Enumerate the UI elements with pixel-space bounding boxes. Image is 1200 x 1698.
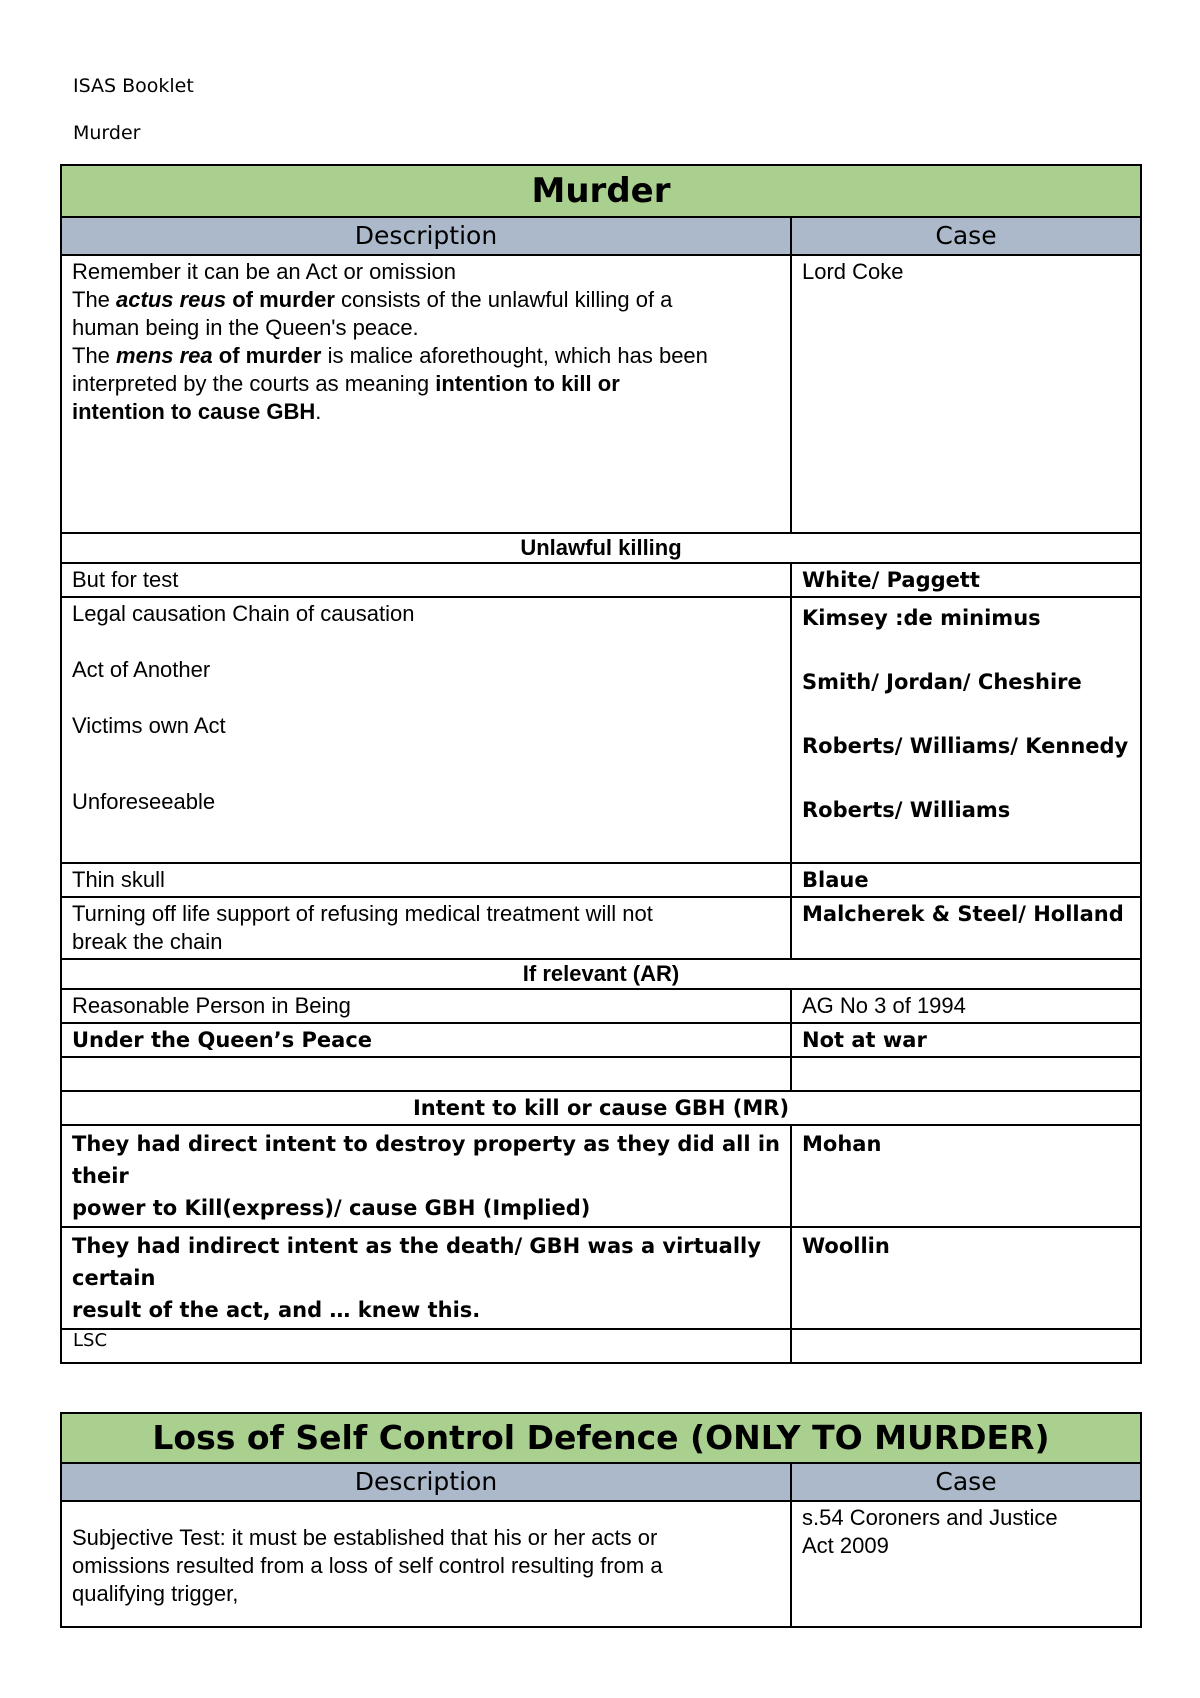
life-support-case: Malcherek & Steel/ Holland bbox=[791, 897, 1141, 959]
table-row bbox=[61, 897, 1141, 959]
lsc-title-row bbox=[61, 1413, 1141, 1463]
table-row bbox=[61, 863, 1141, 897]
intro-line: interpreted by the courts as meaning intention to kill or bbox=[72, 371, 620, 396]
direct-intent-description: They had direct intent to destroy property as they did all in their power to Kill(express)/ cause GBH (Implied) bbox=[61, 1125, 791, 1227]
indirect-intent-case: Woollin bbox=[791, 1227, 1141, 1329]
intro-line: Remember it can be an Act or omission bbox=[72, 259, 456, 284]
empty-cell bbox=[61, 1057, 791, 1091]
intro-line: human being in the Queen's peace. bbox=[72, 315, 419, 340]
queens-peace-description: Under the Queen’s Peace bbox=[61, 1023, 791, 1057]
table-row-intro bbox=[61, 255, 1141, 533]
section-row-intent bbox=[61, 1091, 1141, 1125]
thin-skull-case: Blaue bbox=[791, 863, 1141, 897]
column-header-case: Case bbox=[791, 217, 1141, 255]
intro-case: Lord Coke bbox=[791, 255, 1141, 533]
section-heading-intent: Intent to kill or cause GBH (MR) bbox=[61, 1091, 1141, 1125]
murder-title-row bbox=[61, 165, 1141, 217]
section-row-if-relevant bbox=[61, 959, 1141, 989]
subjective-test-case: s.54 Coroners and Justice Act 2009 bbox=[791, 1501, 1141, 1627]
column-header-description: Description bbox=[61, 1463, 791, 1501]
table-row bbox=[61, 1125, 1141, 1227]
lsc-table bbox=[60, 1412, 1142, 1628]
empty-cell bbox=[61, 1329, 791, 1363]
intro-line: intention to cause GBH. bbox=[72, 399, 322, 424]
murder-table bbox=[60, 164, 1142, 1364]
table-row-causation bbox=[61, 597, 1141, 863]
murder-table-title: Murder bbox=[61, 165, 1141, 217]
intro-line: The mens rea of murder is malice aforethought, which has been bbox=[72, 343, 708, 368]
section-row-unlawful-killing bbox=[61, 533, 1141, 563]
lsc-header-row bbox=[61, 1463, 1141, 1501]
intro-line: The actus reus of murder consists of the unlawful killing of a bbox=[72, 287, 673, 312]
empty-cell bbox=[791, 1329, 1141, 1363]
section-heading-if-relevant: If relevant (AR) bbox=[61, 959, 1141, 989]
thin-skull-description: Thin skull bbox=[61, 863, 791, 897]
murder-header-row bbox=[61, 217, 1141, 255]
table-row bbox=[61, 563, 1141, 597]
but-for-case: White/ Paggett bbox=[791, 563, 1141, 597]
queens-peace-case: Not at war bbox=[791, 1023, 1141, 1057]
section-label-lsc: LSC bbox=[73, 1330, 108, 1351]
life-support-description: Turning off life support of refusing medical treatment will not break the chain bbox=[61, 897, 791, 959]
table-row-empty bbox=[61, 1057, 1141, 1091]
table-row-subjective bbox=[61, 1501, 1141, 1627]
direct-intent-case: Mohan bbox=[791, 1125, 1141, 1227]
reasonable-person-description: Reasonable Person in Being bbox=[61, 989, 791, 1023]
section-label-murder: Murder bbox=[73, 122, 141, 144]
indirect-intent-description: They had indirect intent as the death/ GBH was a virtually certain result of the act, and … knew this. bbox=[61, 1227, 791, 1329]
table-row bbox=[61, 989, 1141, 1023]
table-row bbox=[61, 1227, 1141, 1329]
table-row-empty bbox=[61, 1329, 1141, 1363]
booklet-title: ISAS Booklet bbox=[73, 75, 194, 97]
column-header-description: Description bbox=[61, 217, 791, 255]
but-for-description: But for test bbox=[61, 563, 791, 597]
intro-description bbox=[61, 255, 791, 533]
empty-cell bbox=[791, 1057, 1141, 1091]
reasonable-person-case: AG No 3 of 1994 bbox=[791, 989, 1141, 1023]
subjective-test-description: Subjective Test: it must be established that his or her acts or omissions resulted from a loss of self control resulting from a qualifying trigger, bbox=[61, 1501, 791, 1627]
column-header-case: Case bbox=[791, 1463, 1141, 1501]
causation-cases: Kimsey :de minimus Smith/ Jordan/ Cheshire Roberts/ Williams/ Kennedy Roberts/ Williams bbox=[791, 597, 1141, 863]
lsc-table-title: Loss of Self Control Defence (ONLY TO MURDER) bbox=[61, 1413, 1141, 1463]
table-row bbox=[61, 1023, 1141, 1057]
causation-description: Legal causation Chain of causation Act of Another Victims own Act Unforeseeable bbox=[61, 597, 791, 863]
section-heading-unlawful-killing: Unlawful killing bbox=[61, 533, 1141, 563]
